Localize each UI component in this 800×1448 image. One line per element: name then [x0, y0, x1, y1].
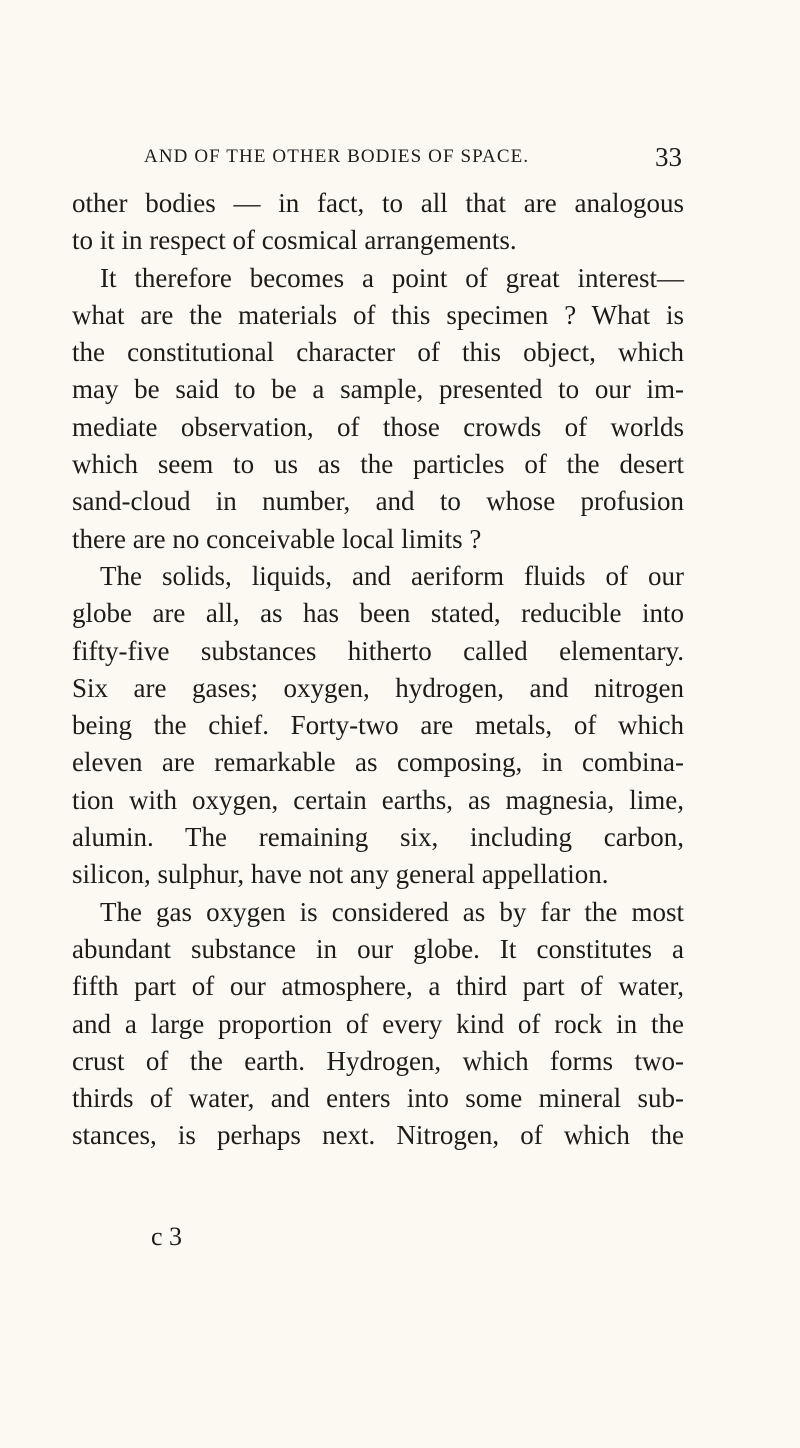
text-line: what are the materials of this specimen ? What is	[72, 299, 684, 330]
text-line: may be said to be a sample, presented to our im-	[72, 374, 684, 405]
text-line: abundant substance in our globe. It constitutes a	[72, 933, 684, 964]
text-line: the constitutional character of this object, which	[72, 337, 684, 368]
text-line: It therefore becomes a point of great interest—	[100, 262, 684, 293]
text-line: mediate observation, of those crowds of worlds	[72, 411, 684, 442]
text-line: thirds of water, and enters into some mineral sub-	[72, 1083, 684, 1114]
running-title: AND OF THE OTHER BODIES OF SPACE.	[144, 146, 530, 167]
text-line: alumin. The remaining six, including carbon,	[72, 822, 684, 853]
text-line: sand-cloud in number, and to whose profusion	[72, 486, 684, 517]
text-line: there are no conceivable local limits ?	[72, 523, 482, 554]
text-line: eleven are remarkable as composing, in combina-	[72, 747, 684, 778]
text-line: Six are gases; oxygen, hydrogen, and nitrogen	[72, 672, 684, 703]
text-line: and a large proportion of every kind of rock in the	[72, 1008, 684, 1039]
text-line: to it in respect of cosmical arrangements.	[72, 225, 517, 256]
text-line: The gas oxygen is considered as by far the most	[100, 896, 684, 927]
text-line: being the chief. Forty-two are metals, of which	[72, 710, 684, 741]
text-line: fifth part of our atmosphere, a third part of water,	[72, 971, 684, 1002]
signature-mark: c 3	[151, 1222, 183, 1251]
running-head	[144, 142, 682, 176]
text-line: silicon, sulphur, have not any general appellation.	[72, 859, 609, 890]
text-line: which seem to us as the particles of the desert	[72, 449, 684, 480]
text-line: stances, is perhaps next. Nitrogen, of which the	[72, 1120, 684, 1151]
text-line: crust of the earth. Hydrogen, which forms two-	[72, 1045, 684, 1076]
text-line: globe are all, as has been stated, reducible into	[72, 598, 684, 629]
body-text	[72, 185, 684, 1155]
text-line: fifty-five substances hitherto called elementary.	[72, 635, 684, 666]
text-line: tion with oxygen, certain earths, as magnesia, lime,	[72, 784, 684, 815]
text-line: other bodies — in fact, to all that are analogous	[72, 188, 684, 218]
page-number: 33	[655, 142, 682, 172]
text-line: The solids, liquids, and aeriform fluids of our	[100, 560, 684, 591]
